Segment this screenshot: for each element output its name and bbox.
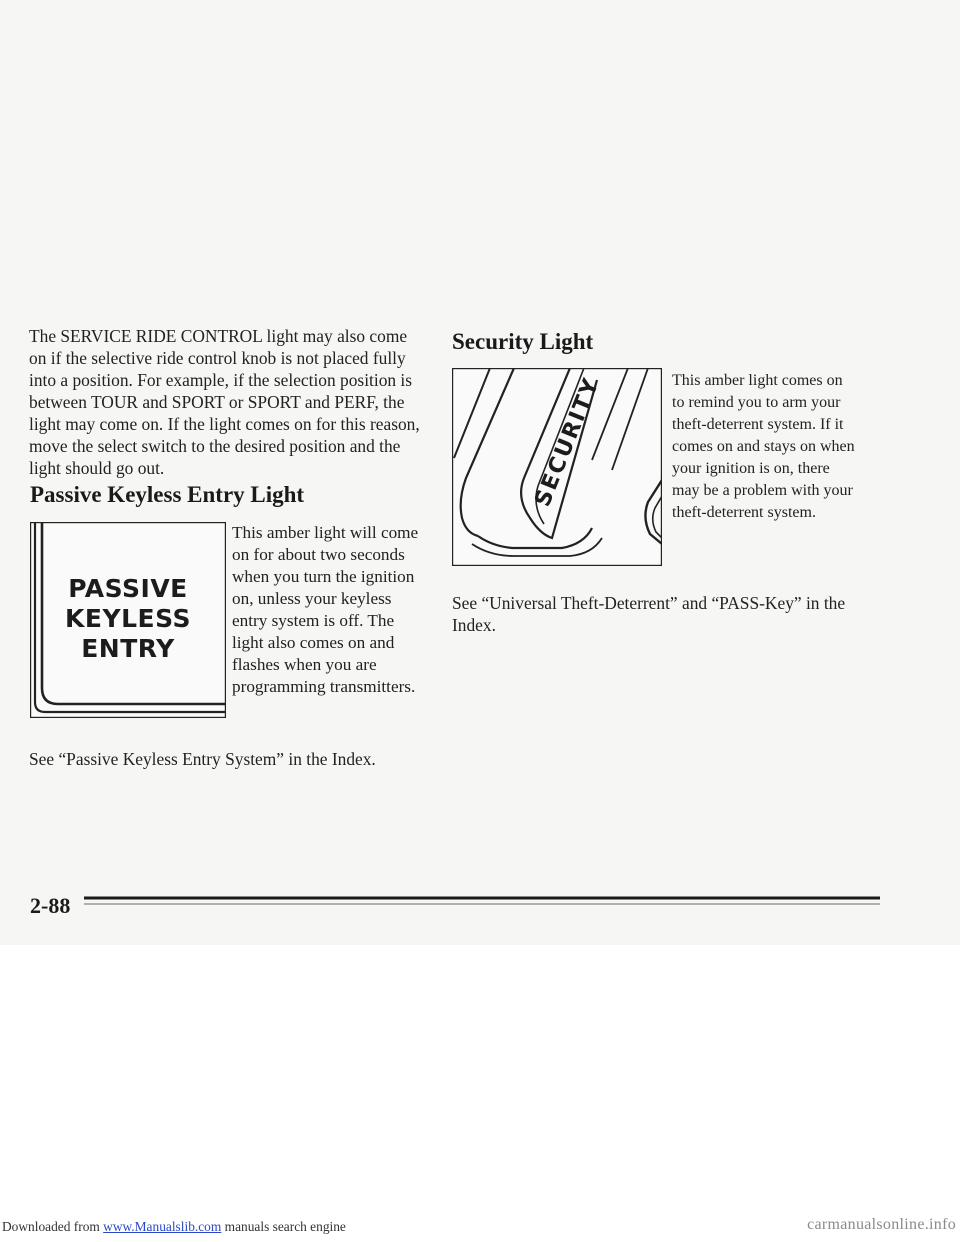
intro-line: The SERVICE RIDE CONTROL light may also come [29, 326, 408, 346]
description-line: programming transmitters. [232, 677, 416, 696]
security-word: SECURITY [530, 373, 605, 511]
page-number: 2-88 [30, 893, 71, 918]
download-footer [0, 1216, 960, 1238]
security-line: theft-deterrent system. If it [672, 416, 844, 433]
description-line: on, unless your keyless [232, 589, 392, 608]
footer-suffix: manuals search engine [221, 1219, 346, 1234]
passive-keyless-heading: Passive Keyless Entry Light [30, 482, 305, 507]
description-line: This amber light will come [232, 523, 419, 542]
passive-keyless-entry-illustration [30, 522, 226, 718]
manualslib-link[interactable]: www.Manualslib.com [103, 1219, 222, 1234]
security-illustration [452, 368, 662, 566]
passive-word: PASSIVE [68, 574, 188, 603]
security-line: This amber light comes on [672, 372, 843, 389]
footer-prefix: Downloaded from [2, 1219, 104, 1234]
security-frame [452, 368, 662, 566]
security-see-also-line: Index. [452, 615, 496, 635]
security-line: theft-deterrent system. [672, 504, 816, 521]
passive-keyless-see-also: See “Passive Keyless Entry System” in the Index. [29, 749, 376, 769]
entry-word: ENTRY [81, 634, 175, 663]
description-line: flashes when you are [232, 655, 377, 674]
security-line: comes on and stays on when [672, 438, 855, 455]
description-line: on for about two seconds [232, 545, 405, 564]
intro-line: light should go out. [29, 458, 165, 478]
security-light-heading: Security Light [452, 329, 594, 354]
intro-line: light may come on. If the light comes on for this reason, [29, 414, 420, 434]
security-line: may be a problem with your [672, 482, 853, 499]
security-line: your ignition is on, there [672, 460, 830, 477]
page-rule [84, 895, 880, 909]
intro-line: between TOUR and SPORT or SPORT and PERF, the [29, 392, 405, 412]
intro-line: move the select switch to the desired position and the [29, 436, 401, 456]
footer-watermark: carmanualsonline.info [807, 1216, 956, 1233]
intro-line: on if the selective ride control knob is not placed fully [29, 348, 406, 368]
description-line: light also comes on and [232, 633, 395, 652]
security-see-also-line: See “Universal Theft-Deterrent” and “PASS-Key” in the [452, 593, 846, 613]
description-line: entry system is off. The [232, 611, 395, 630]
description-line: when you turn the ignition [232, 567, 415, 586]
footer-source [2, 1219, 346, 1235]
keyless-word: KEYLESS [65, 604, 191, 633]
security-line: to remind you to arm your [672, 394, 841, 411]
intro-line: into a position. For example, if the selection position is [29, 370, 413, 390]
